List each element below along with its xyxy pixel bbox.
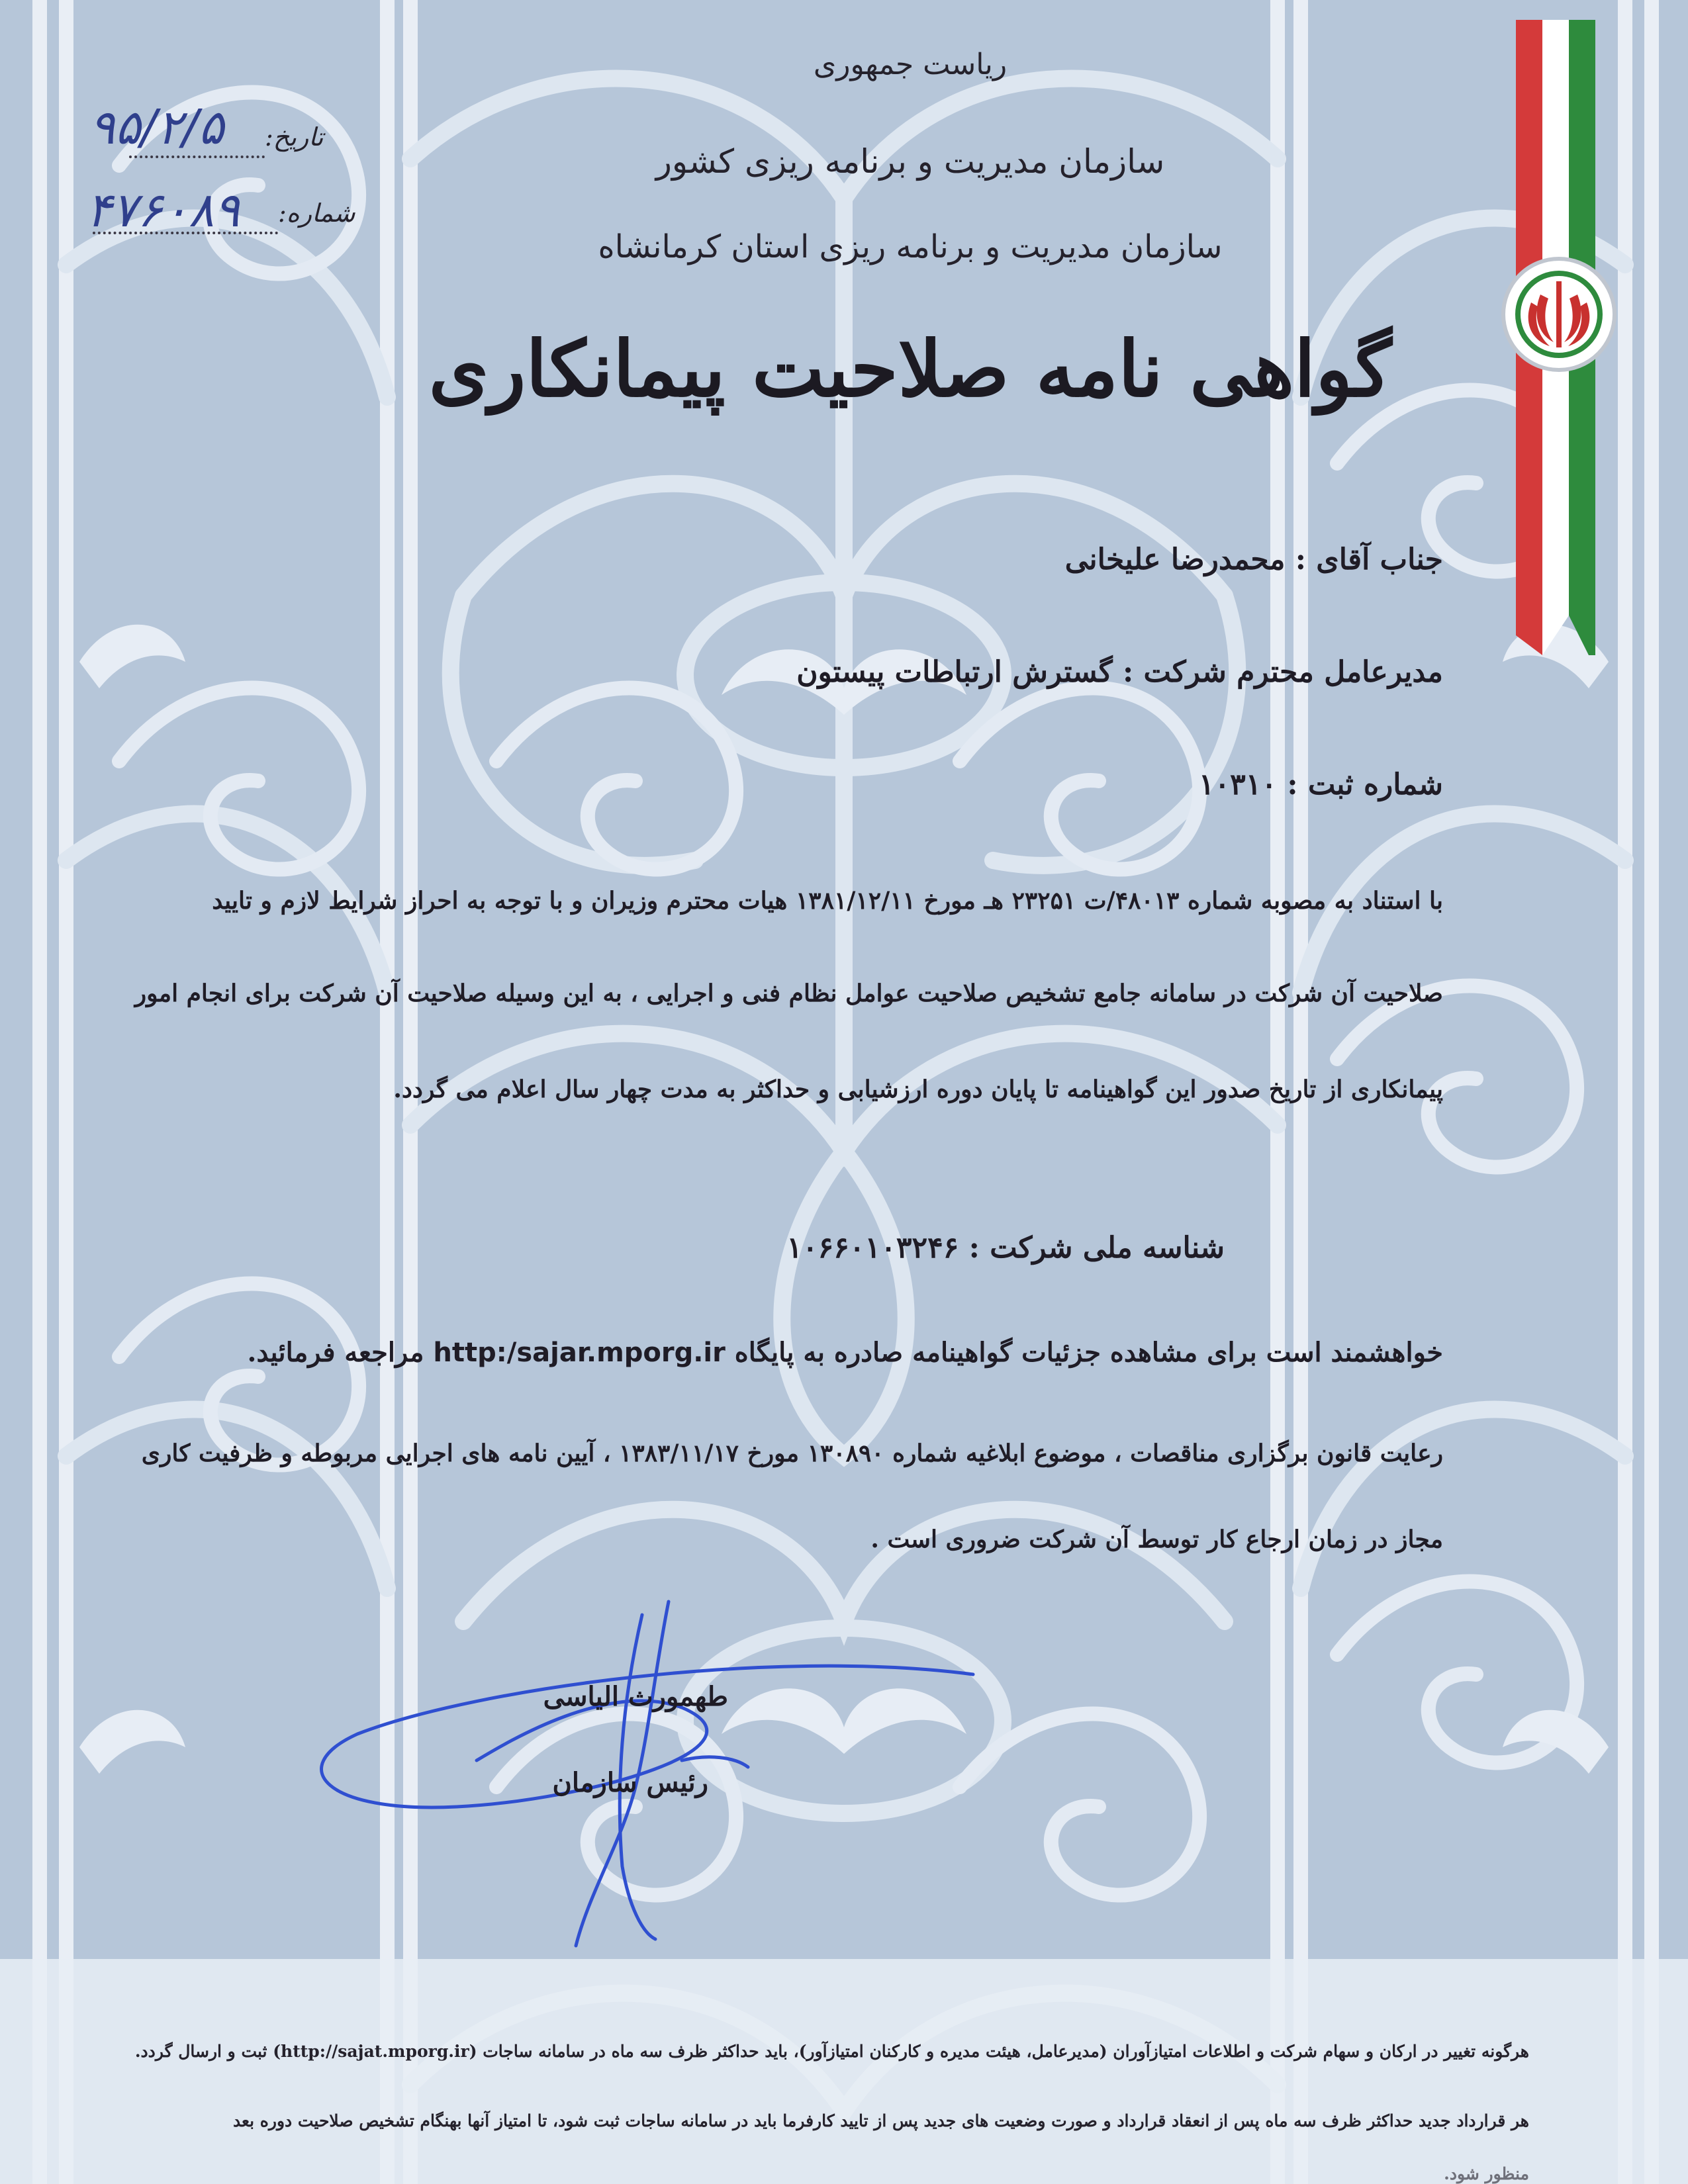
header-national-organization: سازمان مدیریت و برنامه ریزی کشور — [655, 142, 1165, 181]
rules-line-2: مجاز در زمان ارجاع کار توسط آن شرکت ضروری است . — [870, 1525, 1443, 1553]
portal-link[interactable]: http:/sajar.mporg.ir — [433, 1338, 726, 1368]
date-value: ۹۵/۲/۵ — [89, 99, 224, 155]
number-label: شماره: — [278, 199, 355, 228]
body-line-2: صلاحیت آن شرکت در سامانه جامع تشخیص صلاحیت عوامل نظام فنی و اجرایی ، به این وسیله صلاحیت آن شرکت برای انجام امور — [134, 979, 1443, 1007]
company-name: مدیرعامل محترم شرکت : گسترش ارتباطات پیستون — [796, 655, 1443, 689]
date-label: تاریخ: — [265, 122, 324, 152]
number-value: ۴۷۶۰۸۹ — [86, 182, 240, 238]
date-dotted-line — [129, 156, 265, 158]
details-notice-after: مراجعه فرمائید. — [247, 1337, 434, 1368]
national-id: شناسه ملی شرکت : ۱۰۶۶۰۱۰۳۲۴۶ — [786, 1231, 1225, 1265]
signatory-name: طهمورث الیاسی — [543, 1681, 728, 1712]
details-notice — [248, 1337, 1443, 1368]
footer-note-3: منظور شود. — [1444, 2164, 1529, 2183]
holder-name: جناب آقای : محمدرضا علیخانی — [1064, 543, 1443, 576]
body-line-1: با استناد به مصوبه شماره ۴۸۰۱۳/ت ۲۳۲۵۱ هـ مورخ ۱۳۸۱/۱۲/۱۱ هیات محترم وزیران و با توجه به احراز شرایط لازم و تایید — [212, 887, 1443, 915]
signatory-title: رئیس سازمان — [552, 1767, 708, 1798]
rules-line-1: رعایت قانون برگزاری مناقصات ، موضوع ابلاغیه شماره ۱۳۰۸۹۰ مورخ ۱۳۸۳/۱۱/۱۷ ، آیین نامه های اجرایی مربوطه و ظرفیت کاری — [141, 1439, 1443, 1467]
header-presidency: ریاست جمهوری — [813, 48, 1008, 81]
emblem-icon — [1499, 255, 1618, 374]
certificate-title: گواهی نامه صلاحیت پیمانکاری — [428, 324, 1392, 414]
details-notice-before: خواهشمند است برای مشاهده جزئیات گواهینامه صادره به پایگاه — [725, 1337, 1443, 1368]
body-line-3: پیمانکاری از تاریخ صدور این گواهینامه تا پایان دوره ارزشیابی و حداکثر به مدت چهار سال اعلام می گردد. — [393, 1075, 1443, 1103]
footer-note-2: هر قرارداد جدید حداکثر ظرف سه ماه پس از انعقاد قرارداد و صورت وضعیت های جدید پس از تایید کارفرما باید در سامانه ساجات ثبت شود، تا امتیاز آنها بهنگام تشخیص صلاحیت دوره بعد — [232, 2111, 1529, 2130]
footer-note-1: هرگونه تغییر در ارکان و سهام شرکت و اطلاعات امتیازآوران (مدیرعامل، هیئت مدیره و کارکنان امتیازآور)، باید حداکثر ظرف سه ماه در سامانه ساجات (http://sajat.mporg.ir) ثبت و ارسال گردد. — [134, 2042, 1529, 2061]
registration-number: شماره ثبت : ۱۰۳۱۰ — [1198, 768, 1443, 801]
header-provincial-organization: سازمان مدیریت و برنامه ریزی استان کرمانشاه — [598, 228, 1223, 265]
